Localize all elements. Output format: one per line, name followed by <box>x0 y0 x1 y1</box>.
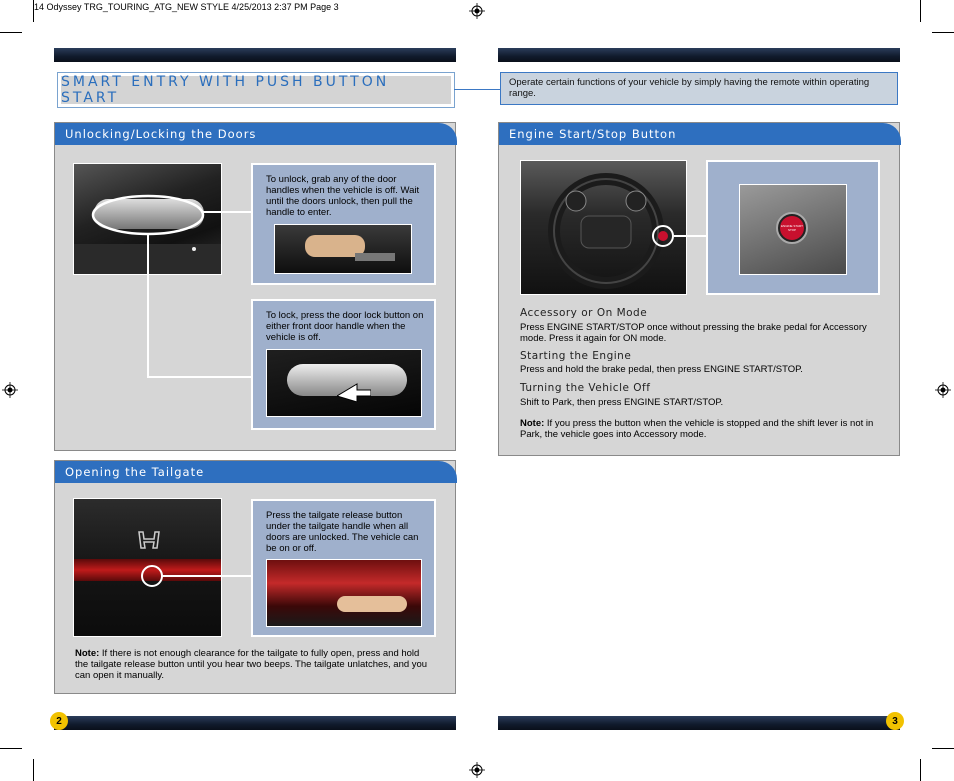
engine-heading: Engine Start/Stop Button <box>499 123 901 145</box>
crop-mark <box>33 0 34 22</box>
tailgate-release-photo <box>266 559 422 627</box>
engine-note-text: If you press the button when the vehicle is stopped and the shift lever is not in Park, the vehicle goes into Accessory mode. <box>520 418 874 440</box>
callout-connector <box>202 211 252 213</box>
section-title-box <box>57 72 455 108</box>
footer-bar-right <box>498 716 900 730</box>
tailgate-note <box>75 648 435 681</box>
start-button-callout <box>706 160 880 295</box>
starting-heading: Starting the Engine <box>520 350 632 362</box>
engine-note <box>520 418 885 440</box>
accessory-heading: Accessory or On Mode <box>520 307 648 319</box>
start-button-highlight-circle <box>650 223 676 249</box>
title-connector <box>454 89 500 90</box>
section-title: SMART ENTRY WITH PUSH BUTTON START <box>61 74 390 106</box>
lock-callout <box>251 299 436 430</box>
crop-mark <box>920 0 921 22</box>
arrow-icon <box>337 380 371 402</box>
unlock-callout <box>251 163 436 285</box>
handle-highlight-circle <box>90 193 210 237</box>
registration-mark-icon <box>935 382 951 398</box>
header-bar-right <box>498 48 900 62</box>
crop-mark <box>0 32 22 33</box>
intro-text: Operate certain functions of your vehicle by simply having the remote within operating range. <box>500 72 898 105</box>
crop-mark <box>932 32 954 33</box>
hand-on-handle-photo <box>274 224 412 274</box>
header-bar-left <box>54 48 456 62</box>
accessory-text: Press ENGINE START/STOP once without pressing the brake pedal for Accessory mode. Press it again for ON mode. <box>520 322 867 344</box>
footer-bar-left <box>54 716 456 730</box>
turning-text: Shift to Park, then press ENGINE START/STOP. <box>520 397 724 408</box>
honda-logo-icon <box>136 529 162 551</box>
start-button-photo <box>739 184 847 275</box>
tailgate-callout-text: Press the tailgate release button under the tailgate handle when all doors are unlocked. The vehicle can be on or off. <box>266 510 419 554</box>
unlocking-heading: Unlocking/Locking the Doors <box>55 123 457 145</box>
page-number-left: 2 <box>50 712 68 730</box>
page-number-right: 3 <box>886 712 904 730</box>
callout-connector <box>162 575 252 577</box>
registration-mark-icon <box>469 3 485 19</box>
crop-mark <box>932 748 954 749</box>
door-lock-button-photo <box>266 349 422 417</box>
turning-heading: Turning the Vehicle Off <box>520 382 651 394</box>
tailgate-heading: Opening the Tailgate <box>55 461 457 483</box>
crop-mark <box>920 759 921 781</box>
crop-mark <box>0 748 22 749</box>
crop-mark <box>33 759 34 781</box>
registration-mark-icon <box>469 762 485 778</box>
callout-connector <box>674 235 708 237</box>
registration-mark-icon <box>2 382 18 398</box>
note-label: Note: <box>520 418 545 429</box>
tailgate-callout <box>251 499 436 637</box>
note-label: Note: <box>75 648 100 659</box>
tailgate-note-text: If there is not enough clearance for the tailgate to fully open, press and hold the tailgate release button until you hear two beeps. The tailgate unlatches, and you can open it manually. <box>75 648 428 681</box>
callout-connector <box>147 376 252 378</box>
callout-connector <box>147 235 149 378</box>
engine-start-button-label: ENGINE START STOP <box>780 216 804 240</box>
starting-text: Press and hold the brake pedal, then press ENGINE START/STOP. <box>520 364 803 375</box>
print-slug: 14 Odyssey TRG_TOURING_ATG_NEW STYLE 4/25/2013 2:37 PM Page 3 <box>34 2 339 12</box>
lock-text: To lock, press the door lock button on either front door handle when the vehicle is off. <box>266 310 424 343</box>
unlock-text: To unlock, grab any of the door handles when the vehicle is off. Wait until the doors unlock, then pull the handle to enter. <box>266 174 420 218</box>
